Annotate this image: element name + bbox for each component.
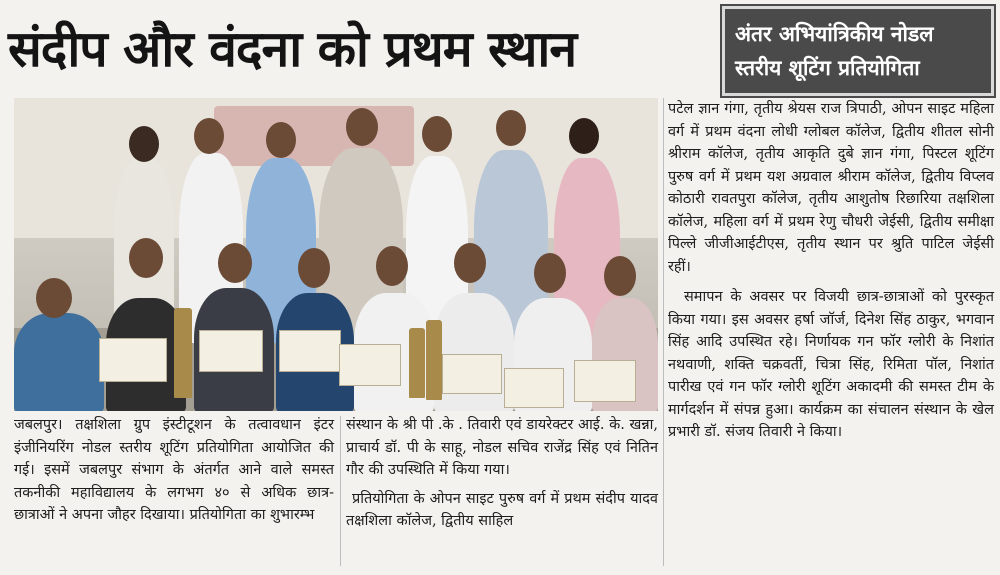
column-rule	[663, 98, 664, 566]
person-head	[194, 118, 224, 154]
group-photo	[14, 98, 658, 411]
trophy	[426, 320, 442, 400]
person-head	[298, 248, 330, 288]
trophy	[409, 328, 425, 398]
person-head	[376, 246, 408, 286]
person	[14, 313, 104, 411]
certificate	[279, 330, 341, 372]
article-paragraph: समापन के अवसर पर विजयी छात्र-छात्राओं को पुरस्कृत किया गया। इस अवसर हर्षा जॉर्ज, दिनेश सिंह ठाकुर, भगवान सिंह आदि उपस्थित रहे। निर्णायक गन फॉर ग्लोरी के निशांत नथवाणी, शक्ति चक्रवर्ती, चित्रा सिंह, रिमिता पॉल, निशांत पारीख एवं गन फॉर ग्लोरी शूटिंग अकादमी की समस्त टीम के मार्गदर्शन में संपन्न हुआ। कार्यक्रम का संचालन संस्थान के खेल प्रभारी डॉ. संजय तिवारी ने किया।	[668, 289, 994, 440]
article-column-1	[14, 414, 334, 527]
article-paragraph: प्रतियोगिता के ओपन साइट पुरुष वर्ग में प्रथम संदीप यादव तक्षशिला कॉलेज, द्वितीय साहिल	[346, 490, 658, 529]
article-column-3	[668, 98, 994, 444]
article-paragraph: पटेल ज्ञान गंगा, तृतीय श्रेयस राज त्रिपाठी, ओपन साइट महिला वर्ग में प्रथम वंदना लोधी ग्लोबल कॉलेज, द्वितीय शीतल सोनी श्रीराम कॉलेज, तृतीय आकृति दुबे ज्ञान गंगा, पिस्टल शूटिंग पुरुष वर्ग में प्रथम यश अग्रवाल श्रीराम कॉलेज, द्वितीय विप्लव कोठारी रावतपुरा कॉलेज, तृतीय आशुतोष रिछारिया तक्षशिला कॉलेज, महिला वर्ग में प्रथम रेणु चौधरी जेईसी, द्वितीय समीक्षा पिल्ले जीजीआईटीएस, तृतीय स्थान पर श्रुति पाटिल जेईसी रहीं।	[668, 101, 994, 275]
headline: संदीप और वंदना को प्रथम स्थान	[8, 19, 577, 78]
person-head	[422, 116, 452, 152]
article-paragraph: जबलपुर। तक्षशिला ग्रुप इंस्टीटूशन के तत्वावधान इंटर इंजीनियरिंग नोडल स्तरीय शूटिंग प्रतियोगिता आयोजित की गई। इसमें जबलपुर संभाग के अंतर्गत आने वाले समस्त तकनीकी महाविद्यालय के लगभग ४० से अधिक छात्र- छात्राओं ने अपना जौहर दिखाया। प्रतियोगिता का शुभारम्भ	[14, 417, 334, 523]
trophy	[174, 308, 192, 398]
person-head	[129, 238, 163, 278]
certificate	[99, 338, 167, 382]
person-head	[454, 243, 486, 283]
certificate	[339, 344, 401, 386]
person-head	[266, 122, 296, 158]
certificate	[504, 368, 564, 408]
person-head	[218, 243, 252, 283]
kicker-box	[722, 6, 994, 96]
person-head	[534, 253, 566, 293]
person-head	[604, 256, 636, 296]
person-head	[496, 110, 526, 146]
person-head	[346, 108, 378, 146]
kicker-line-1: अंतर अभियांत्रिकीय नोडल	[735, 22, 934, 46]
certificate	[442, 354, 502, 394]
certificate	[199, 330, 263, 372]
certificate	[574, 360, 636, 402]
person-head	[129, 126, 159, 162]
column-rule	[340, 416, 341, 566]
kicker-line-2: स्तरीय शूटिंग प्रतियोगिता	[735, 56, 920, 80]
article-paragraph: संस्थान के श्री पी .के . तिवारी एवं डायरेक्टर आई. के. खन्ना, प्राचार्य डॉ. पी के साहू, नोडल सचिव राजेंद्र सिंह एवं नितिन गौर की उपस्थिति में किया गया।	[346, 417, 658, 478]
person-head	[36, 278, 72, 318]
person-head	[569, 118, 599, 154]
article-column-2	[346, 414, 658, 533]
